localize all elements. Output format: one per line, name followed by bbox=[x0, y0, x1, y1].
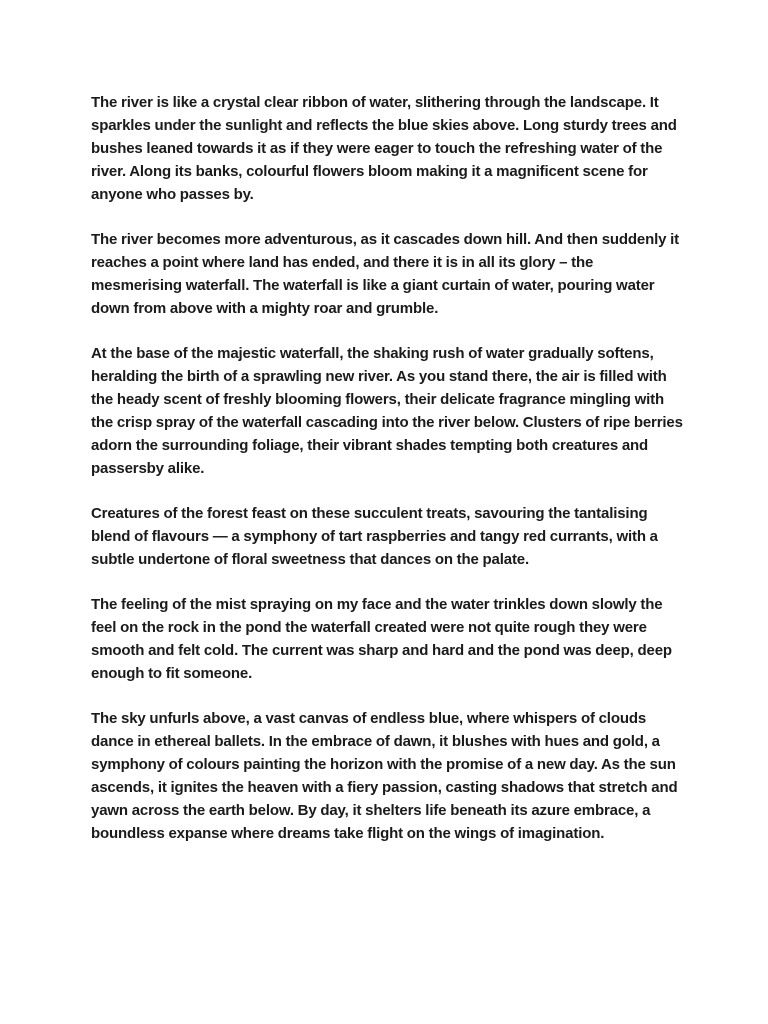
paragraph-5: The feeling of the mist spraying on my face and the water trinkles down slowly the feel on the rock in the pond the waterfall created were not quite rough they were smooth and felt cold. The current was sharp and hard and the pond was deep, deep enough to fit someone. bbox=[91, 596, 672, 682]
paragraph-4: Creatures of the forest feast on these succulent treats, savouring the tantalising blend of flavours — a symphony of tart raspberries and tangy red currants, with a subtle undertone of floral sweetness that dances on the palate. bbox=[91, 505, 658, 568]
paragraph-6: The sky unfurls above, a vast canvas of endless blue, where whispers of clouds dance in ethereal ballets. In the embrace of dawn, it blushes with hues and gold, a symphony of colours painting the horizon with the promise of a new day. As the sun ascends, it ignites the heaven with a fiery passion, casting shadows that stretch and yawn across the earth below. By day, it shelters life beneath its azure embrace, a boundless expanse where dreams take flight on the wings of imagination. bbox=[91, 710, 678, 842]
paragraph-2: The river becomes more adventurous, as it cascades down hill. And then suddenly it reaches a point where land has ended, and there it is in all its glory – the mesmerising waterfall. The waterfall is like a giant curtain of water, pouring water down from above with a mighty roar and grumble. bbox=[91, 231, 680, 317]
document-body bbox=[91, 91, 687, 867]
paragraph-3: At the base of the majestic waterfall, the shaking rush of water gradually softens, heralding the birth of a sprawling new river. As you stand there, the air is filled with the heady scent of freshly blooming flowers, their delicate fragrance mingling with the crisp spray of the waterfall cascading into the river below. Clusters of ripe berries adorn the surrounding foliage, their vibrant shades tempting both creatures and passersby alike. bbox=[91, 345, 683, 477]
paragraph-1: The river is like a crystal clear ribbon of water, slithering through the landscape. It sparkles under the sunlight and reflects the blue skies above. Long sturdy trees and bushes leaned towards it as if they were eager to touch the refreshing water of the river. Along its banks, colourful flowers bloom making it a magnificent scene for anyone who passes by. bbox=[91, 94, 677, 203]
